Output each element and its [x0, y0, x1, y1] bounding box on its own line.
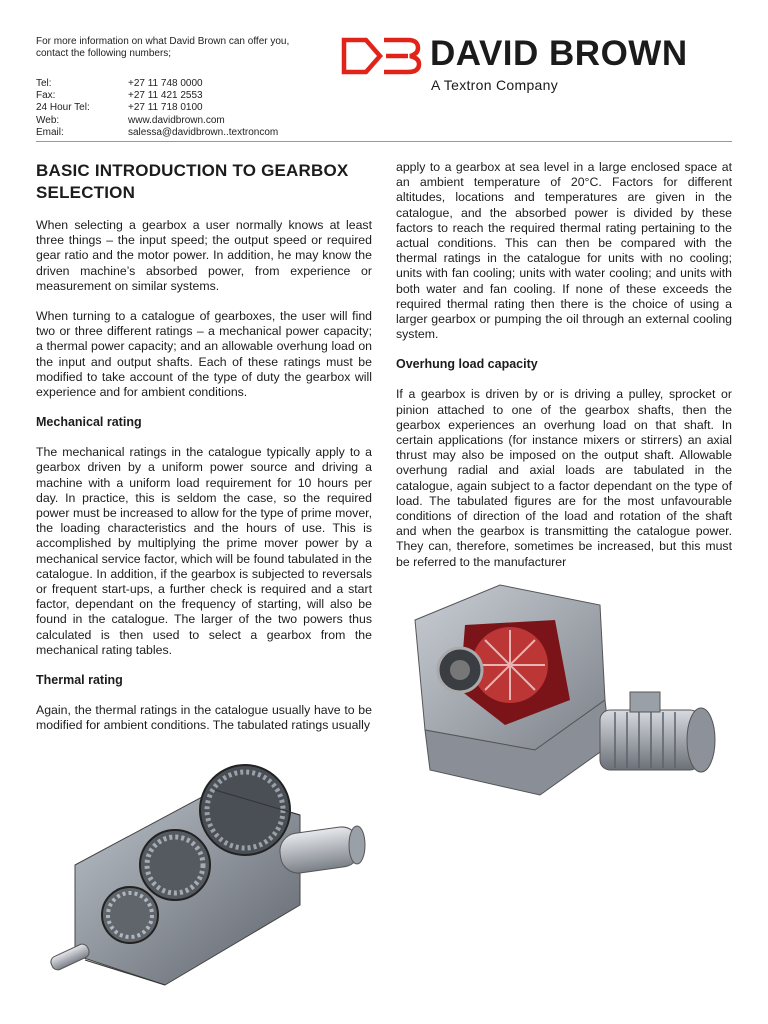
contact-label: Fax:	[36, 90, 56, 102]
contact-label: Tel:	[36, 78, 52, 89]
section-heading-overhung: Overhung load capacity	[396, 357, 538, 372]
contact-label: Web:	[36, 114, 60, 126]
contact-value: +27 11 718 0100	[128, 102, 203, 114]
paragraph: apply to a gearbox at sea level in a large enclosed space at an ambient temperature of 20°C. Factors for different altitudes, locations and temperatures are given in the catalogue, and the absorbed power is divided by these factors to reach the required thermal rating pertaining to the actual conditions. This can then be compared with the thermal ratings in the catalogue for units with no cooling; units with fan cooling; units with water cooling; and units with both water and fan cooling. If none of these exceeds the required thermal rating then there is the choice of using a larger gearbox or pumping the oil through an external cooling system.	[396, 160, 732, 342]
right-column	[396, 160, 732, 585]
brand-name: DAVID BROWN	[430, 34, 688, 73]
gearbox-motor-image	[405, 580, 730, 815]
contact-value: salessa@davidbrown..textroncom	[128, 126, 279, 138]
contact-row-tel	[36, 78, 278, 90]
header-divider	[36, 141, 732, 142]
article-title: BASIC INTRODUCTION TO GEARBOX SELECTION	[36, 161, 349, 202]
paragraph: If a gearbox is driven by or is driving a pulley, sprocket or pinion attached to one of the gearbox shafts, then the gearbox experiences an overhung load on that shaft. In certain applications (for instance mixers or stirrers) an axial thrust may also be imposed on the output shaft. Allowable overhung radial and axial loads are tabulated in the catalogue, again subject to a factor dependant on the type of load. The tabulated figures are for the most unfavourable conditions of direction of the load and rotation of the shaft and when the gearbox is transmitting the catalogue power. They can, therefore, sometimes be increased, but this must be referred to the manufacturer	[396, 387, 732, 569]
left-column	[36, 160, 372, 748]
db-mark-icon	[340, 36, 422, 76]
contact-row-24h	[36, 102, 278, 114]
contact-row-web	[36, 115, 278, 127]
contact-value: www.davidbrown.com	[128, 114, 225, 126]
paragraph: Again, the thermal ratings in the catalogue usually have to be modified for ambient conditions. The tabulated ratings usually	[36, 703, 372, 733]
paragraph: The mechanical ratings in the catalogue typically apply to a gearbox driven by a uniform power source and driving a machine with a uniform load requirement for 10 hours per day. In practice, this is seldom the case, so the required power must be increased to allow for the type of prime mover, the loading characteristics and the hours of use. This is accomplished by multiplying the prime mover power by a mechanical service factor, which will be found tabulated in the catalogue. In addition, if the gearbox is subjected to reversals or frequent start-ups, a further check is required and a start factor, dependant on the frequency of starting, will also be found in the catalogue. The larger of the two powers thus calculated is then used to select a gearbox from the mechanical rating tables.	[36, 445, 372, 657]
david-brown-logo	[340, 34, 740, 98]
contact-value: +27 11 421 2553	[128, 90, 203, 102]
section-heading-thermal: Thermal rating	[36, 673, 123, 688]
contact-row-fax	[36, 90, 278, 102]
paragraph: When turning to a catalogue of gearboxes, the user will find two or three different ratings – a mechanical power capacity; a thermal power capacity; and an allowable overhung load on the input and output shafts. Each of these ratings must be modified to take account of the type of duty the gearbox will experience and for ambient conditions.	[36, 309, 372, 400]
brand-tagline: A Textron Company	[431, 77, 559, 93]
contact-value: +27 11 748 0000	[128, 78, 203, 89]
contact-row-email	[36, 127, 278, 139]
contact-block	[36, 36, 306, 139]
open-gearbox-image	[45, 755, 370, 1005]
contact-table	[36, 78, 278, 139]
section-heading-mechanical: Mechanical rating	[36, 415, 142, 430]
contact-intro: For more information on what David Brown can offer you, contact the following numbers;	[36, 36, 290, 59]
contact-label: 24 Hour Tel:	[36, 102, 90, 114]
contact-label: Email:	[36, 126, 64, 138]
paragraph: When selecting a gearbox a user normally knows at least three things – the input speed; the output speed or required gear ratio and the motor power. In addition, he may know the driven machine’s absorbed power, from experience or measurement on similar systems.	[36, 218, 372, 293]
